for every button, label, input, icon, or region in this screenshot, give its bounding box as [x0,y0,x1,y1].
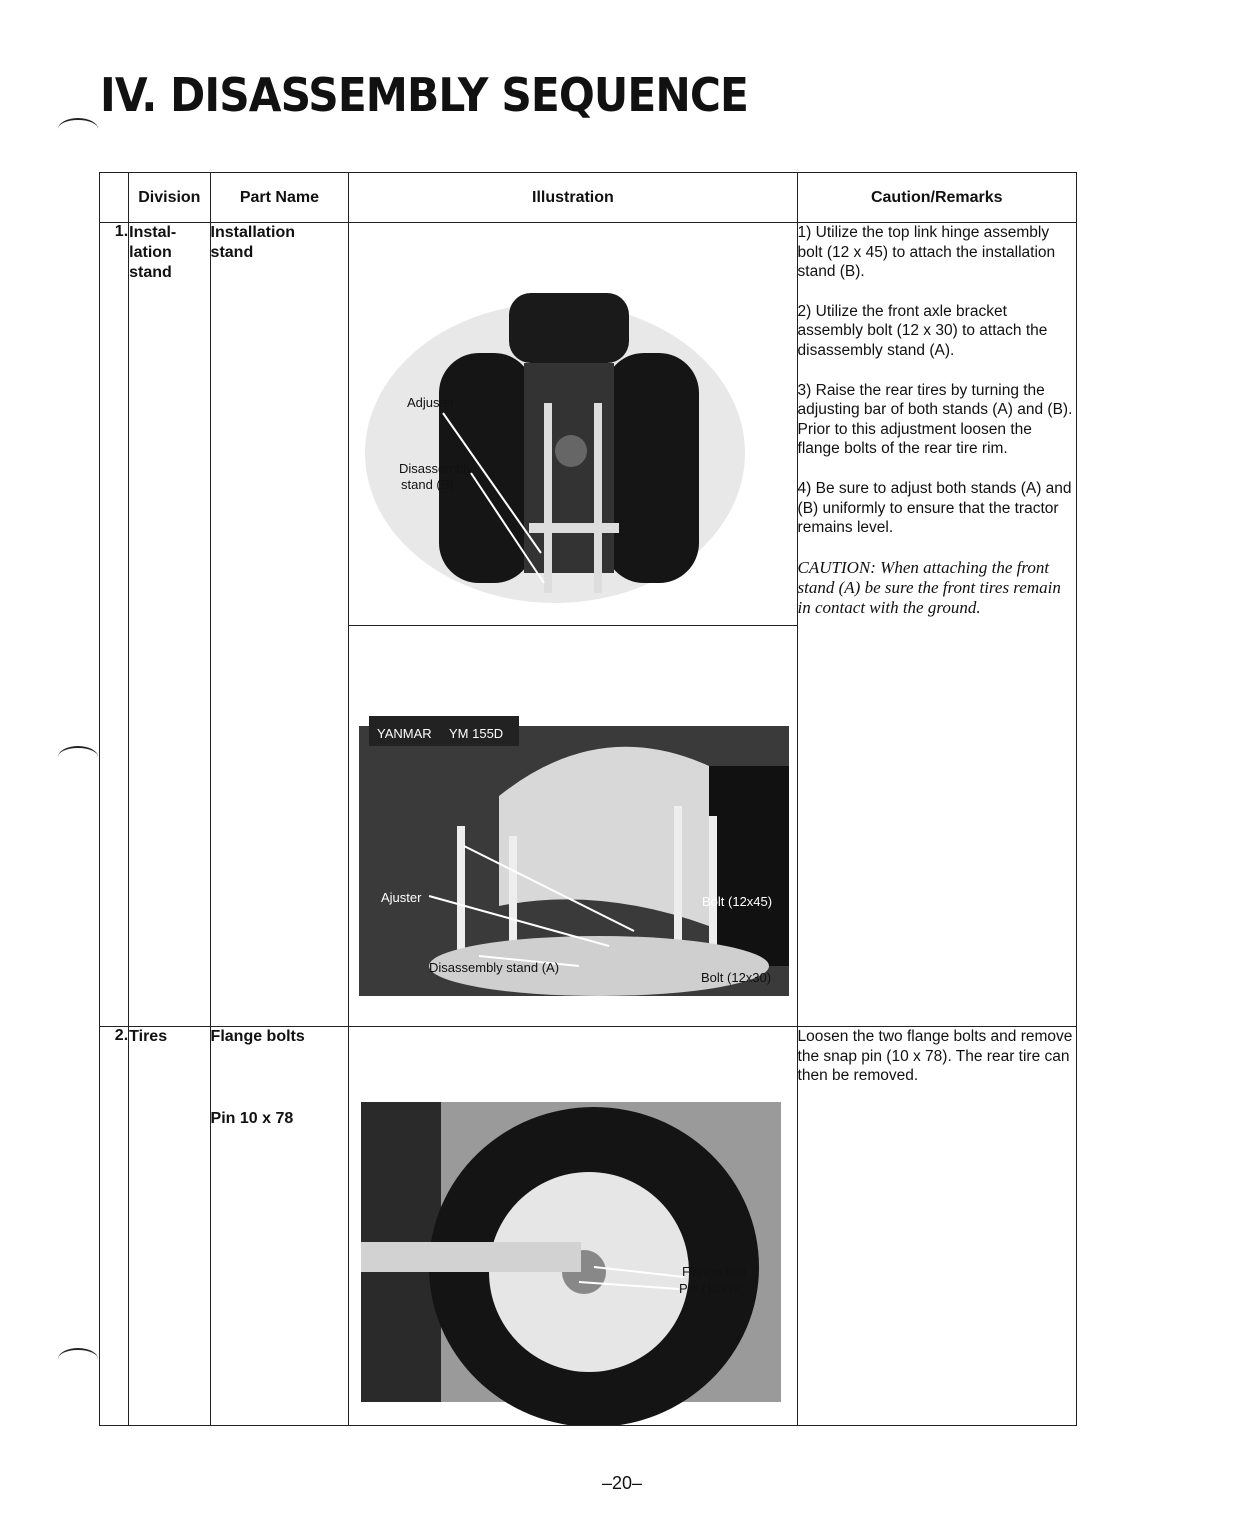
remark-2: 2) Utilize the front axle bracket assembly bolt (12 x 30) to attach the disassembly stand (A). [797,302,1048,359]
page-number: –20– [601,1473,643,1493]
margin-mark [58,746,98,768]
remark-4: 4) Be sure to adjust both stands (A) and (B) uniformly to ensure that the tractor remains level. [797,479,1072,537]
row-illustration [349,1027,797,1426]
table-row [100,1027,1077,1426]
disassembly-table [99,172,1077,1426]
label-flange-bolt: Flange bolt [682,1264,747,1279]
label-ajuster: Ajuster [381,890,422,905]
row-number: 1. [100,223,129,1027]
margin-mark [58,1348,98,1370]
table-row [100,223,1077,1027]
remark-tires: Loosen the two flange bolts and remove the snap pin (10 x 78). The rear tire can then be removed. [797,1028,1073,1085]
row-division: Instal- lation stand [129,223,210,1027]
label-adjuster: Adjuster [407,395,455,410]
header-division: Division [129,173,210,223]
remark-3: 3) Raise the rear tires by turning the adjusting bar of both stands (A) and (B). Prior to this adjustment loosen the flange bolts of the rear tire rim. [797,381,1073,458]
row-division: Tires [129,1027,210,1426]
row-remarks [797,1027,1076,1426]
header-illustration: Illustration [349,173,797,223]
label-bolt-45: Bolt (12x45) [702,894,773,909]
caution-note: CAUTION: When attaching the front stand (A) be sure the front tires remain in contact with the ground. [797,557,1061,617]
label-stand-b: stand (B) [401,477,454,492]
row-illustration [349,223,797,1027]
margin-mark [58,118,98,140]
page-title: IV. DISASSEMBLY SEQUENCE [100,68,748,122]
table-header-row [100,173,1077,223]
photo-rear-tire [349,1027,796,1425]
row-number: 2. [100,1027,129,1426]
row-part-name: Installation stand [210,223,349,1027]
row-part-name [210,1027,349,1426]
label-pin: Pin (10x78) [679,1281,746,1296]
part-pin: Pin 10 x 78 [210,1110,294,1127]
brand-badge: YANMAR [377,726,432,741]
photo-rear-tractor [349,223,796,626]
label-bolt-30: Bolt (12x30) [701,970,772,985]
row-remarks [797,223,1076,1027]
part-flange-bolts: Flange bolts [210,1028,305,1045]
label-stand-a: Disassembly stand (A) [429,960,560,975]
remark-1: 1) Utilize the top link hinge assembly bolt (12 x 45) to attach the installation stand (B). [797,224,1056,281]
photo-side-tractor [349,626,796,1026]
header-caution: Caution/Remarks [797,173,1076,223]
header-part-name: Part Name [210,173,349,223]
model-badge: YM 155D [449,726,504,741]
label-disassembly: Disassembly [399,461,473,476]
header-number [100,173,129,223]
